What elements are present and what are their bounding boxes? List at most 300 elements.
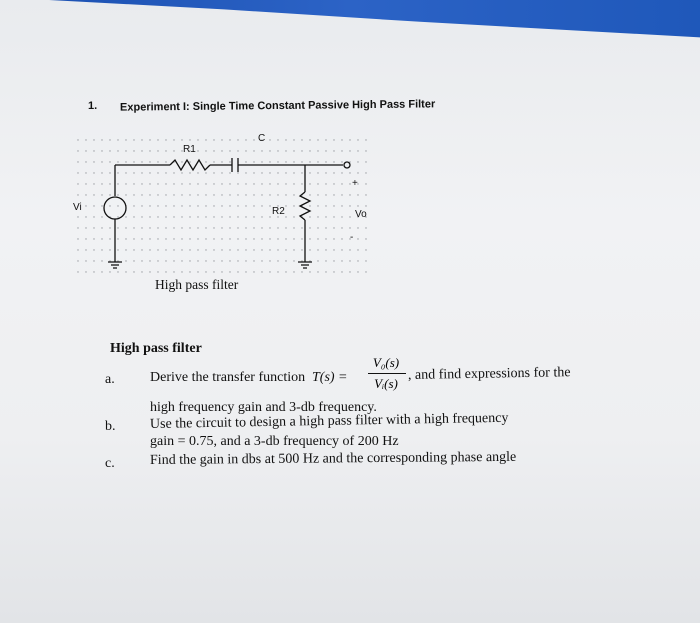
grid-dot xyxy=(245,139,246,140)
grid-dot xyxy=(357,227,358,228)
grid-dot xyxy=(349,260,350,261)
grid-dot xyxy=(237,172,238,173)
grid-dot xyxy=(141,150,142,151)
grid-dot xyxy=(173,205,174,206)
grid-dot xyxy=(333,172,334,173)
grid-dot xyxy=(261,150,262,151)
grid-dot xyxy=(285,150,286,151)
grid-dot xyxy=(189,139,190,140)
plus-label: + xyxy=(352,178,358,189)
item-c-marker: c. xyxy=(105,456,115,471)
grid-dot xyxy=(165,205,166,206)
grid-dot xyxy=(277,172,278,173)
grid-dot xyxy=(141,249,142,250)
grid-dot xyxy=(325,216,326,217)
grid-dot xyxy=(165,183,166,184)
grid-dot xyxy=(101,172,102,173)
grid-dot xyxy=(245,216,246,217)
grid-dot xyxy=(357,260,358,261)
grid-dot xyxy=(157,161,158,162)
grid-dot xyxy=(285,227,286,228)
grid-dot xyxy=(213,161,214,162)
grid-dot xyxy=(133,227,134,228)
grid-dot xyxy=(149,172,150,173)
grid-dot xyxy=(293,238,294,239)
grid-dot xyxy=(205,271,206,272)
item-a-prefix: Derive the transfer function xyxy=(150,370,306,385)
grid-dot xyxy=(269,161,270,162)
grid-dot xyxy=(213,194,214,195)
grid-dot xyxy=(229,150,230,151)
grid-dot xyxy=(341,139,342,140)
grid-dot xyxy=(245,238,246,239)
grid-dot xyxy=(149,216,150,217)
grid-dot xyxy=(77,271,78,272)
grid-dot xyxy=(157,271,158,272)
grid-dot xyxy=(341,183,342,184)
item-a-line2: high frequency gain and 3-db frequency. xyxy=(150,400,377,415)
grid-dot xyxy=(165,249,166,250)
grid-dot xyxy=(341,238,342,239)
grid-dot xyxy=(245,271,246,272)
grid-dot xyxy=(365,260,366,261)
grid-dot xyxy=(277,249,278,250)
grid-dot xyxy=(357,161,358,162)
grid-dot xyxy=(325,271,326,272)
grid-dot xyxy=(109,238,110,239)
grid-dot xyxy=(109,227,110,228)
grid-dot xyxy=(229,260,230,261)
item-a-suffix: , and find expressions for the xyxy=(407,365,571,383)
grid-dot xyxy=(325,238,326,239)
grid-dot xyxy=(277,271,278,272)
grid-dot xyxy=(165,260,166,261)
grid-dot xyxy=(117,194,118,195)
grid-dot xyxy=(317,271,318,272)
grid-dot xyxy=(269,172,270,173)
grid-dot xyxy=(93,260,94,261)
grid-dot xyxy=(205,227,206,228)
grid-dot xyxy=(333,260,334,261)
grid-dot xyxy=(253,194,254,195)
grid-dot xyxy=(109,194,110,195)
grid-dot xyxy=(117,205,118,206)
grid-dot xyxy=(333,139,334,140)
grid-dot xyxy=(293,260,294,261)
capacitor-c xyxy=(232,158,238,172)
grid-dot xyxy=(221,227,222,228)
grid-dot xyxy=(317,172,318,173)
grid-dot xyxy=(189,172,190,173)
grid-dot xyxy=(125,238,126,239)
grid-dot xyxy=(117,161,118,162)
grid-dot xyxy=(205,194,206,195)
grid-dot xyxy=(133,150,134,151)
heading-number: 1. xyxy=(88,100,98,112)
grid-dot xyxy=(93,161,94,162)
grid-dot xyxy=(341,205,342,206)
grid-dot xyxy=(197,271,198,272)
grid-dot xyxy=(205,260,206,261)
grid-dot xyxy=(125,139,126,140)
grid-dot xyxy=(141,194,142,195)
grid-dot xyxy=(229,249,230,250)
grid-dot xyxy=(149,150,150,151)
grid-dot xyxy=(101,249,102,250)
grid-dot xyxy=(157,205,158,206)
grid-dot xyxy=(197,194,198,195)
grid-dot xyxy=(133,172,134,173)
grid-dot xyxy=(341,249,342,250)
grid-dot xyxy=(221,150,222,151)
grid-dot xyxy=(157,139,158,140)
r1-label: R1 xyxy=(183,144,196,155)
grid-dot xyxy=(197,238,198,239)
grid-dot xyxy=(357,205,358,206)
grid-dot xyxy=(317,249,318,250)
grid-dot xyxy=(157,227,158,228)
grid-dot xyxy=(181,271,182,272)
grid-dot xyxy=(253,183,254,184)
grid-dot xyxy=(293,271,294,272)
grid-dot xyxy=(293,183,294,184)
grid-dot xyxy=(93,216,94,217)
grid-dot xyxy=(181,238,182,239)
grid-dot xyxy=(245,172,246,173)
grid-dot xyxy=(157,183,158,184)
grid-dot xyxy=(277,150,278,151)
grid-dot xyxy=(205,216,206,217)
grid-dot xyxy=(197,172,198,173)
grid-dot xyxy=(245,194,246,195)
grid-dot xyxy=(93,227,94,228)
grid-dot xyxy=(309,227,310,228)
grid-dot xyxy=(237,139,238,140)
grid-dot xyxy=(213,205,214,206)
grid-dot xyxy=(189,249,190,250)
grid-dot xyxy=(205,249,206,250)
grid-dot xyxy=(293,205,294,206)
grid-dot xyxy=(173,139,174,140)
grid-dot xyxy=(357,139,358,140)
grid-dot xyxy=(181,227,182,228)
grid-dot xyxy=(261,194,262,195)
grid-dot xyxy=(85,249,86,250)
grid-dot xyxy=(365,227,366,228)
grid-dot xyxy=(125,183,126,184)
grid-dot xyxy=(173,216,174,217)
grid-dot xyxy=(221,194,222,195)
grid-dot xyxy=(269,227,270,228)
grid-dot xyxy=(77,172,78,173)
grid-dot xyxy=(221,249,222,250)
grid-dot xyxy=(357,271,358,272)
grid-dot xyxy=(237,260,238,261)
circuit-caption: High pass filter xyxy=(155,277,239,292)
grid-dot xyxy=(269,205,270,206)
grid-dot xyxy=(253,249,254,250)
grid-dot xyxy=(93,150,94,151)
grid-dot xyxy=(85,139,86,140)
grid-dot xyxy=(197,205,198,206)
grid-dot xyxy=(125,227,126,228)
grid-dot xyxy=(229,216,230,217)
grid-dot xyxy=(173,194,174,195)
c-label: C xyxy=(258,133,266,144)
grid-dot xyxy=(253,172,254,173)
grid-dot xyxy=(221,260,222,261)
grid-dot xyxy=(77,150,78,151)
grid-dot xyxy=(293,139,294,140)
grid-dot xyxy=(301,161,302,162)
grid-dot xyxy=(349,139,350,140)
transfer-denominator: Vᵢ(s) xyxy=(374,376,398,391)
item-b-line1: Use the circuit to design a high pass filter with a high frequency xyxy=(149,410,509,432)
grid-dot xyxy=(141,139,142,140)
grid-dot xyxy=(341,194,342,195)
grid-dot xyxy=(309,216,310,217)
grid-dot xyxy=(245,249,246,250)
grid-dot xyxy=(213,227,214,228)
grid-dot xyxy=(317,216,318,217)
grid-dot xyxy=(253,227,254,228)
grid-dot xyxy=(109,249,110,250)
grid-dot xyxy=(309,194,310,195)
grid-dot xyxy=(93,194,94,195)
grid-dot xyxy=(149,227,150,228)
grid-dot xyxy=(357,172,358,173)
grid-dot xyxy=(229,238,230,239)
grid-dot xyxy=(229,139,230,140)
grid-dot xyxy=(213,260,214,261)
grid-dot xyxy=(165,161,166,162)
grid-dot xyxy=(285,249,286,250)
grid-dot xyxy=(165,194,166,195)
grid-dot xyxy=(341,172,342,173)
grid-dot xyxy=(181,161,182,162)
grid-dot xyxy=(301,238,302,239)
grid-dot xyxy=(317,194,318,195)
grid-dot xyxy=(349,150,350,151)
item-a-function-label: T(s) = xyxy=(312,370,348,385)
grid-dot xyxy=(109,139,110,140)
grid-dot xyxy=(269,271,270,272)
grid-dot xyxy=(109,183,110,184)
grid-dot xyxy=(301,172,302,173)
grid-dot xyxy=(253,161,254,162)
grid-dot xyxy=(309,139,310,140)
grid-dot xyxy=(93,139,94,140)
grid-dot xyxy=(117,249,118,250)
grid-dot xyxy=(85,271,86,272)
vo-label: Vo xyxy=(355,209,367,220)
grid-dot xyxy=(133,271,134,272)
grid-dot xyxy=(261,172,262,173)
grid-dot xyxy=(109,205,110,206)
grid-dot xyxy=(101,216,102,217)
grid-dot xyxy=(165,150,166,151)
grid-dot xyxy=(77,183,78,184)
grid-dot xyxy=(237,238,238,239)
grid-dot xyxy=(117,271,118,272)
grid-dot xyxy=(253,238,254,239)
heading-title: Experiment I: Single Time Constant Passive High Pass Filter xyxy=(119,98,436,114)
grid-dot xyxy=(317,205,318,206)
grid-dot xyxy=(77,238,78,239)
grid-dot xyxy=(365,238,366,239)
grid-dot xyxy=(245,161,246,162)
grid-dot xyxy=(301,183,302,184)
grid-dot xyxy=(277,194,278,195)
grid-dot xyxy=(269,194,270,195)
grid-dot xyxy=(157,216,158,217)
grid-dot xyxy=(253,139,254,140)
grid-dot xyxy=(269,139,270,140)
ground-right xyxy=(298,262,312,268)
grid-dot xyxy=(93,183,94,184)
grid-dot xyxy=(261,271,262,272)
grid-dot xyxy=(149,205,150,206)
grid-dot xyxy=(205,183,206,184)
grid-dot xyxy=(333,249,334,250)
grid-dot xyxy=(173,249,174,250)
grid-dot xyxy=(173,238,174,239)
grid-dot xyxy=(93,249,94,250)
grid-dot xyxy=(205,238,206,239)
grid-dot xyxy=(325,205,326,206)
grid-dot xyxy=(101,238,102,239)
item-c-line1: Find the gain in dbs at 500 Hz and the corresponding phase angle xyxy=(149,449,517,468)
grid-dot xyxy=(85,227,86,228)
grid-dot xyxy=(333,238,334,239)
grid-dot xyxy=(357,238,358,239)
grid-dot xyxy=(245,260,246,261)
grid-dot xyxy=(301,227,302,228)
grid-dot xyxy=(237,271,238,272)
grid-dot xyxy=(325,260,326,261)
grid-dot xyxy=(341,271,342,272)
grid-dot xyxy=(157,249,158,250)
grid-dot xyxy=(221,161,222,162)
grid-dot xyxy=(157,194,158,195)
grid-dot xyxy=(213,172,214,173)
grid-dot xyxy=(109,161,110,162)
grid-dot xyxy=(189,161,190,162)
grid-dot xyxy=(229,194,230,195)
grid-dot xyxy=(317,183,318,184)
grid-dot xyxy=(101,183,102,184)
grid-dot xyxy=(221,172,222,173)
grid-dot xyxy=(357,150,358,151)
grid-dot xyxy=(165,238,166,239)
dot-grid xyxy=(77,139,366,272)
grid-dot xyxy=(285,161,286,162)
grid-dot xyxy=(173,183,174,184)
grid-dot xyxy=(237,205,238,206)
grid-dot xyxy=(141,161,142,162)
grid-dot xyxy=(93,238,94,239)
grid-dot xyxy=(349,194,350,195)
grid-dot xyxy=(125,172,126,173)
grid-dot xyxy=(189,260,190,261)
grid-dot xyxy=(125,216,126,217)
grid-dot xyxy=(333,205,334,206)
grid-dot xyxy=(285,260,286,261)
grid-dot xyxy=(109,172,110,173)
grid-dot xyxy=(125,161,126,162)
grid-dot xyxy=(149,183,150,184)
grid-dot xyxy=(269,216,270,217)
grid-dot xyxy=(365,183,366,184)
grid-dot xyxy=(293,194,294,195)
grid-dot xyxy=(285,205,286,206)
grid-dot xyxy=(141,172,142,173)
grid-dot xyxy=(133,183,134,184)
terminal-plus xyxy=(344,162,350,168)
grid-dot xyxy=(157,172,158,173)
grid-dot xyxy=(101,271,102,272)
grid-dot xyxy=(181,172,182,173)
section-title: High pass filter xyxy=(110,341,202,356)
grid-dot xyxy=(349,216,350,217)
grid-dot xyxy=(261,227,262,228)
grid-dot xyxy=(189,216,190,217)
grid-dot xyxy=(253,150,254,151)
grid-dot xyxy=(317,227,318,228)
grid-dot xyxy=(333,161,334,162)
grid-dot xyxy=(341,150,342,151)
grid-dot xyxy=(333,194,334,195)
grid-dot xyxy=(285,172,286,173)
grid-dot xyxy=(197,139,198,140)
grid-dot xyxy=(141,183,142,184)
grid-dot xyxy=(229,271,230,272)
grid-dot xyxy=(117,227,118,228)
grid-dot xyxy=(349,249,350,250)
grid-dot xyxy=(197,249,198,250)
grid-dot xyxy=(157,260,158,261)
grid-dot xyxy=(213,249,214,250)
grid-dot xyxy=(365,161,366,162)
grid-dot xyxy=(253,205,254,206)
grid-dot xyxy=(293,249,294,250)
grid-dot xyxy=(309,161,310,162)
grid-dot xyxy=(101,260,102,261)
grid-dot xyxy=(325,150,326,151)
grid-dot xyxy=(141,260,142,261)
voltage-source-vi xyxy=(104,197,126,219)
grid-dot xyxy=(77,139,78,140)
grid-dot xyxy=(85,183,86,184)
grid-dot xyxy=(285,271,286,272)
grid-dot xyxy=(173,227,174,228)
grid-dot xyxy=(173,150,174,151)
grid-dot xyxy=(85,161,86,162)
fraction-bar xyxy=(368,373,406,374)
grid-dot xyxy=(221,183,222,184)
grid-dot xyxy=(333,271,334,272)
grid-dot xyxy=(261,205,262,206)
grid-dot xyxy=(261,249,262,250)
grid-dot xyxy=(349,205,350,206)
grid-dot xyxy=(125,260,126,261)
grid-dot xyxy=(229,227,230,228)
grid-dot xyxy=(125,271,126,272)
grid-dot xyxy=(181,139,182,140)
grid-dot xyxy=(293,227,294,228)
grid-dot xyxy=(309,183,310,184)
grid-dot xyxy=(149,249,150,250)
